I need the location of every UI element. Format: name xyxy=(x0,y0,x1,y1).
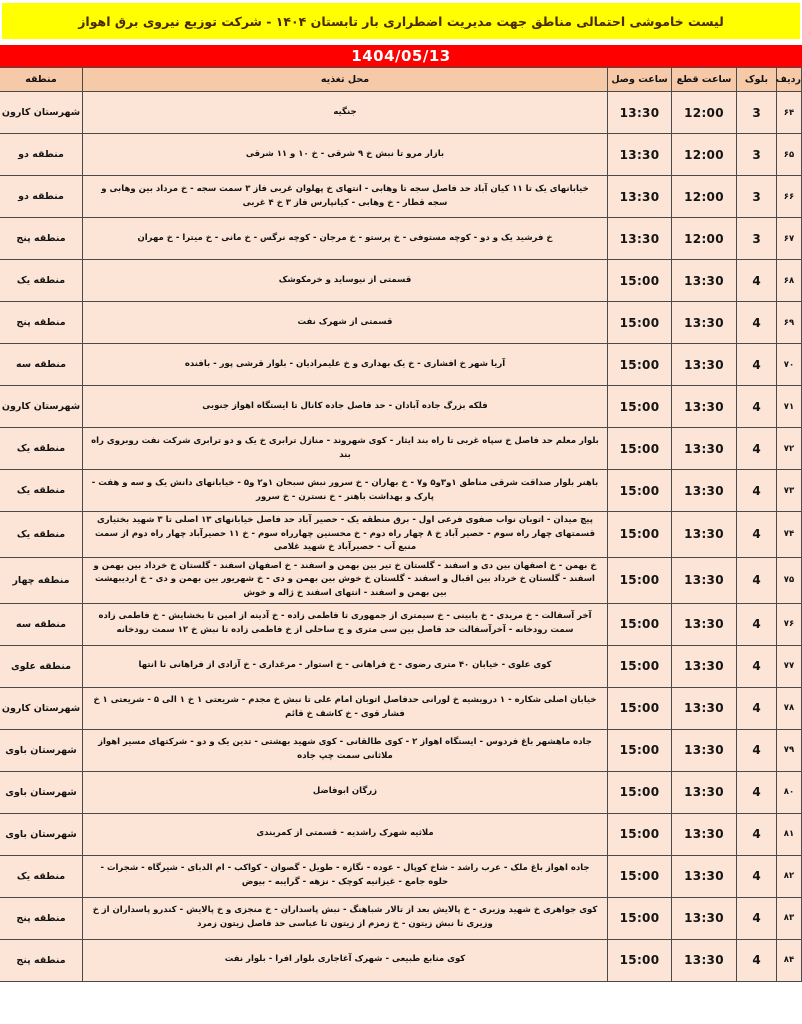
cut-time-cell: 13:30 xyxy=(672,344,737,386)
table-row xyxy=(0,176,802,218)
table-row xyxy=(0,645,802,687)
row-number-cell: ۸۲ xyxy=(777,855,802,897)
region-cell: منطقه دو xyxy=(0,176,83,218)
region-cell: شهرستان کارون xyxy=(0,687,83,729)
reconnect-time-cell: 15:00 xyxy=(608,260,672,302)
block-cell: 4 xyxy=(737,729,777,771)
location-cell: خ بهمن - خ اصفهان بین دی و اسفند - گلستان خ تیر بین بهمن و اسفند - خ اصفهان اسفند - گلستان خ خرداد بین بهمن و اسفند - گلستان خ خرداد بین اقبال و اسفند - گلستان خ خوش بین بهمن و دی - خ شهریور بین بهمن و دی - خ اردیبهشت بین بهمن و اسفند - انتهای اسفند خ ژاله و خوش xyxy=(83,557,608,603)
location-cell: جاده اهواز باغ ملک - عرب راشد - شاخ کوپال - عوده - نگازه - طویل - گصوان - کواکب - ام الدبای - شیرگاه - شجرات - حلوه جامع - غیزانیه کوچک - نزهه - گرایبه - بیوض xyxy=(83,855,608,897)
region-cell: منطقه یک xyxy=(0,470,83,512)
location-cell: جنگیه xyxy=(83,92,608,134)
table-row xyxy=(0,813,802,855)
region-cell: شهرستان باوی xyxy=(0,729,83,771)
location-cell: قسمتی از نیوساید و خرمکوشک xyxy=(83,260,608,302)
reconnect-time-cell: 13:30 xyxy=(608,92,672,134)
reconnect-time-cell: 13:30 xyxy=(608,218,672,260)
location-cell: آریا شهر خ افشاری - خ یک بهداری و خ علیمرادیان - بلوار قرشی پور - بافنده xyxy=(83,344,608,386)
location-cell: خیابان اصلی شکاره - ۱ درویشیه خ لورانی حدفاصل اتوبان امام علی تا نبش خ مجدم - شریعتی ۱ خ ۱ الی ۵ - شریعتی ۱ خ فشار قوی - خ کاشف خ قائم xyxy=(83,687,608,729)
block-cell: 4 xyxy=(737,939,777,981)
cut-time-cell: 13:30 xyxy=(672,557,737,603)
table-row xyxy=(0,470,802,512)
region-cell: منطقه پنج xyxy=(0,218,83,260)
table-row xyxy=(0,771,802,813)
reconnect-time-cell: 15:00 xyxy=(608,512,672,558)
reconnect-time-cell: 15:00 xyxy=(608,428,672,470)
cut-time-cell: 13:30 xyxy=(672,813,737,855)
region-cell: شهرستان کارون xyxy=(0,386,83,428)
table-row xyxy=(0,939,802,981)
cut-time-cell: 13:30 xyxy=(672,470,737,512)
location-cell: باهنر بلوار صداقت شرقی مناطق ۱و۳و۵ و۷ - خ بهاران - خ سرور نبش سبحان ۱و۲ و۵ - خیابانهای دانش یک و سه و هفت - پارک و بهداشت باهنر - خ نسترن - خ سرور xyxy=(83,470,608,512)
reconnect-time-cell: 15:00 xyxy=(608,302,672,344)
cut-time-cell: 13:30 xyxy=(672,855,737,897)
location-cell: جاده ماهشهر باغ فردوس - ایستگاه اهواز ۲ - کوی طالقانی - کوی شهید بهشتی - تدین یک و دو - شرکتهای مسیر اهواز ملاثانی سمت چپ جاده xyxy=(83,729,608,771)
row-number-cell: ۶۸ xyxy=(777,260,802,302)
block-cell: 4 xyxy=(737,260,777,302)
row-number-cell: ۶۴ xyxy=(777,92,802,134)
row-number-cell: ۷۶ xyxy=(777,603,802,645)
row-number-cell: ۸۴ xyxy=(777,939,802,981)
region-cell: منطقه علوی xyxy=(0,645,83,687)
cut-time-cell: 13:30 xyxy=(672,260,737,302)
table-row xyxy=(0,897,802,939)
block-cell: 4 xyxy=(737,813,777,855)
row-number-cell: ۷۴ xyxy=(777,512,802,558)
cut-time-cell: 13:30 xyxy=(672,729,737,771)
cut-time-cell: 13:30 xyxy=(672,428,737,470)
block-cell: 4 xyxy=(737,855,777,897)
region-cell: منطقه سه xyxy=(0,344,83,386)
table-row xyxy=(0,344,802,386)
block-cell: 4 xyxy=(737,687,777,729)
region-cell: شهرستان باوی xyxy=(0,813,83,855)
row-number-cell: ۶۶ xyxy=(777,176,802,218)
location-cell: خ فرشید یک و دو - کوچه مستوفی - خ پرستو - خ مرجان - کوچه نرگس - خ مانی - خ میترا - خ مهران xyxy=(83,218,608,260)
table-row xyxy=(0,729,802,771)
block-cell: 4 xyxy=(737,386,777,428)
block-cell: 4 xyxy=(737,897,777,939)
location-cell: ملاثیه شهرک راشدیه - قسمتی از کمربندی xyxy=(83,813,608,855)
location-cell: بلوار معلم حد فاصل خ سپاه غربی تا راه بند ایثار - کوی شهروند - منازل ترابری خ یک و دو ترابری شرکت نفت روبروی راه بند xyxy=(83,428,608,470)
location-cell: کوی جواهری خ شهید وزیری - خ پالایش بعد از تالار شباهنگ - نبش پاسداران - خ منجزی و خ پالایش - کندرو پاسداران از خ وزیری تا نبش زیتون - خ زمزم از زیتون تا عباسی حد فاصل زیتون زمرد xyxy=(83,897,608,939)
reconnect-time-cell: 15:00 xyxy=(608,344,672,386)
region-cell: منطقه پنج xyxy=(0,302,83,344)
block-cell: 4 xyxy=(737,470,777,512)
table-row xyxy=(0,386,802,428)
block-cell: 4 xyxy=(737,344,777,386)
col-header-location: محل تغذیه xyxy=(83,68,608,92)
col-header-region: منطقه xyxy=(0,68,83,92)
col-header-cut-time: ساعت قطع xyxy=(672,68,737,92)
row-number-cell: ۸۱ xyxy=(777,813,802,855)
table-header-row xyxy=(0,68,802,92)
block-cell: 4 xyxy=(737,428,777,470)
cut-time-cell: 13:30 xyxy=(672,939,737,981)
cut-time-cell: 13:30 xyxy=(672,302,737,344)
row-number-cell: ۶۷ xyxy=(777,218,802,260)
region-cell: منطقه یک xyxy=(0,428,83,470)
reconnect-time-cell: 15:00 xyxy=(608,557,672,603)
date-banner: 1404/05/13 xyxy=(0,45,802,67)
block-cell: 4 xyxy=(737,557,777,603)
row-number-cell: ۶۹ xyxy=(777,302,802,344)
region-cell: منطقه سه xyxy=(0,603,83,645)
col-header-block: بلوک xyxy=(737,68,777,92)
col-header-reconnect-time: ساعت وصل xyxy=(608,68,672,92)
region-cell: منطقه یک xyxy=(0,260,83,302)
table-row xyxy=(0,687,802,729)
cut-time-cell: 12:00 xyxy=(672,92,737,134)
reconnect-time-cell: 15:00 xyxy=(608,897,672,939)
row-number-cell: ۷۷ xyxy=(777,645,802,687)
reconnect-time-cell: 15:00 xyxy=(608,813,672,855)
cut-time-cell: 12:00 xyxy=(672,134,737,176)
region-cell: شهرستان باوی xyxy=(0,771,83,813)
row-number-cell: ۸۳ xyxy=(777,897,802,939)
row-number-cell: ۶۵ xyxy=(777,134,802,176)
region-cell: منطقه یک xyxy=(0,512,83,558)
row-number-cell: ۸۰ xyxy=(777,771,802,813)
cut-time-cell: 12:00 xyxy=(672,176,737,218)
reconnect-time-cell: 13:30 xyxy=(608,176,672,218)
reconnect-time-cell: 15:00 xyxy=(608,729,672,771)
table-row xyxy=(0,302,802,344)
location-cell: آخر آسفالت - خ مریدی - خ بابینی - خ سیمتری از جمهوری تا فاطمی زاده - خ آدینه از امین تا بخشایش - خ فاطمی زاده سمت رودخانه - آخرآسفالت حد فاصل بین سی متری و ج ساحلی از خ فاطمی زاده تا نبش خ ۱۲ سمت رودخانه xyxy=(83,603,608,645)
location-cell: خیابانهای یک تا ۱۱ کیان آباد حد فاصل سجه تا وهابی - انتهای خ پهلوان غربی فاز ۳ سمت سجه - خ مرداد بین وهابی و سجه قطار - خ وهابی - کیانپارس فاز ۳ خ ۴ غربی xyxy=(83,176,608,218)
reconnect-time-cell: 15:00 xyxy=(608,939,672,981)
col-header-row-number: ردیف xyxy=(777,68,802,92)
block-cell: 3 xyxy=(737,176,777,218)
row-number-cell: ۷۹ xyxy=(777,729,802,771)
row-number-cell: ۷۵ xyxy=(777,557,802,603)
block-cell: 3 xyxy=(737,134,777,176)
location-cell: زرگان ابوفاضل xyxy=(83,771,608,813)
region-cell: منطقه چهار xyxy=(0,557,83,603)
reconnect-time-cell: 15:00 xyxy=(608,470,672,512)
row-number-cell: ۷۳ xyxy=(777,470,802,512)
block-cell: 4 xyxy=(737,512,777,558)
cut-time-cell: 13:30 xyxy=(672,687,737,729)
table-row xyxy=(0,134,802,176)
outage-table xyxy=(0,67,802,982)
cut-time-cell: 13:30 xyxy=(672,771,737,813)
block-cell: 4 xyxy=(737,645,777,687)
reconnect-time-cell: 15:00 xyxy=(608,603,672,645)
table-row xyxy=(0,855,802,897)
location-cell: کوی منابع طبیعی - شهرک آغاجاری بلوار افرا - بلوار نفت xyxy=(83,939,608,981)
location-cell: پیچ میدان - اتوبان نواب صفوی فرعی اول - برق منطقه یک - حصیر آباد حد فاصل خیابانهای ۱۳ اصلی تا ۳ شهید بختیاری قسمتهای چهار راه سوم - حصیر آباد خ ۸ چهار راه دوم - خ محسنین چهارراه سوم - خ ۱۱ حصیرآباد چهار راه دوم از سمت منبع آب - حصیرآباد خ شهید غلامی xyxy=(83,512,608,558)
region-cell: منطقه پنج xyxy=(0,897,83,939)
location-cell: فلکه بزرگ جاده آبادان - حد فاصل جاده کانال تا ایستگاه اهواز جنوبی xyxy=(83,386,608,428)
reconnect-time-cell: 15:00 xyxy=(608,386,672,428)
report-title-banner: لیست خاموشی احتمالی مناطق جهت مدیریت اضطراری بار تابستان ۱۴۰۴ - شرکت توزیع نیروی برق اهواز xyxy=(2,3,800,39)
region-cell: منطقه یک xyxy=(0,855,83,897)
row-number-cell: ۷۰ xyxy=(777,344,802,386)
region-cell: منطقه دو xyxy=(0,134,83,176)
reconnect-time-cell: 15:00 xyxy=(608,645,672,687)
block-cell: 4 xyxy=(737,771,777,813)
row-number-cell: ۷۱ xyxy=(777,386,802,428)
table-row xyxy=(0,218,802,260)
reconnect-time-cell: 13:30 xyxy=(608,134,672,176)
table-row xyxy=(0,260,802,302)
location-cell: بازار مرو تا نبش خ ۹ شرقی - خ ۱۰ و ۱۱ شرقی xyxy=(83,134,608,176)
table-row xyxy=(0,603,802,645)
location-cell: کوی علوی - خیابان ۴۰ متری رضوی - خ فراهانی - خ استوار - مرغداری - خ آزادی از فراهانی تا انتها xyxy=(83,645,608,687)
region-cell: شهرستان کارون xyxy=(0,92,83,134)
cut-time-cell: 13:30 xyxy=(672,512,737,558)
block-cell: 3 xyxy=(737,218,777,260)
reconnect-time-cell: 15:00 xyxy=(608,771,672,813)
table-row xyxy=(0,92,802,134)
reconnect-time-cell: 15:00 xyxy=(608,687,672,729)
block-cell: 4 xyxy=(737,603,777,645)
region-cell: منطقه پنج xyxy=(0,939,83,981)
cut-time-cell: 13:30 xyxy=(672,645,737,687)
row-number-cell: ۷۲ xyxy=(777,428,802,470)
cut-time-cell: 13:30 xyxy=(672,386,737,428)
table-row xyxy=(0,512,802,558)
table-row xyxy=(0,557,802,603)
reconnect-time-cell: 15:00 xyxy=(608,855,672,897)
block-cell: 4 xyxy=(737,302,777,344)
table-row xyxy=(0,428,802,470)
location-cell: قسمتی از شهرک نفت xyxy=(83,302,608,344)
cut-time-cell: 12:00 xyxy=(672,218,737,260)
cut-time-cell: 13:30 xyxy=(672,603,737,645)
row-number-cell: ۷۸ xyxy=(777,687,802,729)
cut-time-cell: 13:30 xyxy=(672,897,737,939)
block-cell: 3 xyxy=(737,92,777,134)
